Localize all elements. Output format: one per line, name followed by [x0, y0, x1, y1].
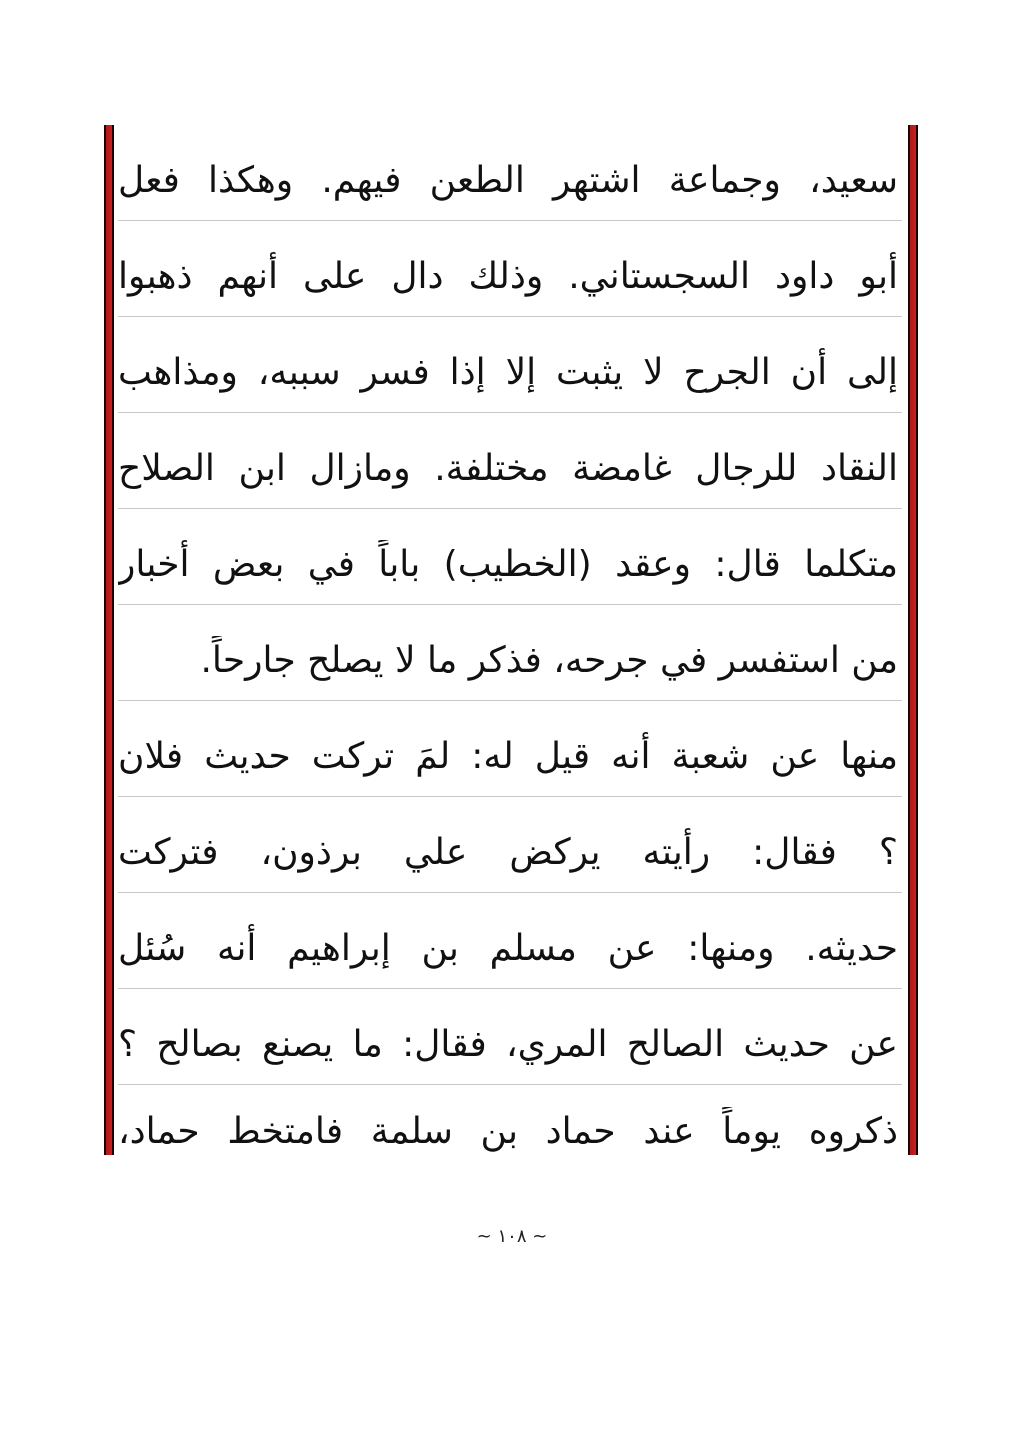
text-line-content: سعيد، وجماعة اشتهر الطعن فيهم. وهكذا فعل — [118, 160, 898, 201]
text-line — [118, 509, 902, 605]
left-border-decoration — [104, 125, 116, 1155]
text-line — [118, 221, 902, 317]
text-line-content: عن حديث الصالح المري، فقال: ما يصنع بصالح ؟ — [118, 1024, 898, 1065]
text-line — [118, 701, 902, 797]
text-line — [118, 125, 902, 221]
text-line-content: متكلما قال: وعقد (الخطيب) باباً في بعض أخبار — [118, 544, 898, 585]
text-line — [118, 413, 902, 509]
text-line-content: ؟ فقال: رأيته يركض علي برذون، فتركت — [118, 832, 898, 873]
page-number: ~ ١٠٨ ~ — [476, 1226, 548, 1247]
text-line-content: ذكروه يوماً عند حماد بن سلمة فامتخط حماد، — [118, 1111, 898, 1152]
text-line-content: منها عن شعبة أنه قيل له: لمَ تركت حديث فلان — [118, 736, 898, 777]
text-line — [118, 605, 902, 701]
text-body — [118, 125, 902, 1155]
text-line-content: النقاد للرجال غامضة مختلفة. ومازال ابن الصلاح — [118, 448, 898, 489]
text-line-content: من استفسر في جرحه، فذكر ما لا يصلح جارحاً. — [200, 640, 898, 681]
text-line-content: أبو داود السجستاني. وذلك دال على أنهم ذهبوا — [118, 256, 898, 297]
text-line — [118, 989, 902, 1085]
text-line-content: إلى أن الجرح لا يثبت إلا إذا فسر سببه، ومذاهب — [118, 352, 898, 393]
text-line-content: حديثه. ومنها: عن مسلم بن إبراهيم أنه سُئل — [118, 928, 898, 969]
text-line — [118, 797, 902, 893]
text-line — [118, 317, 902, 413]
right-border-decoration — [906, 125, 918, 1155]
text-line — [118, 1085, 902, 1155]
text-line — [118, 893, 902, 989]
